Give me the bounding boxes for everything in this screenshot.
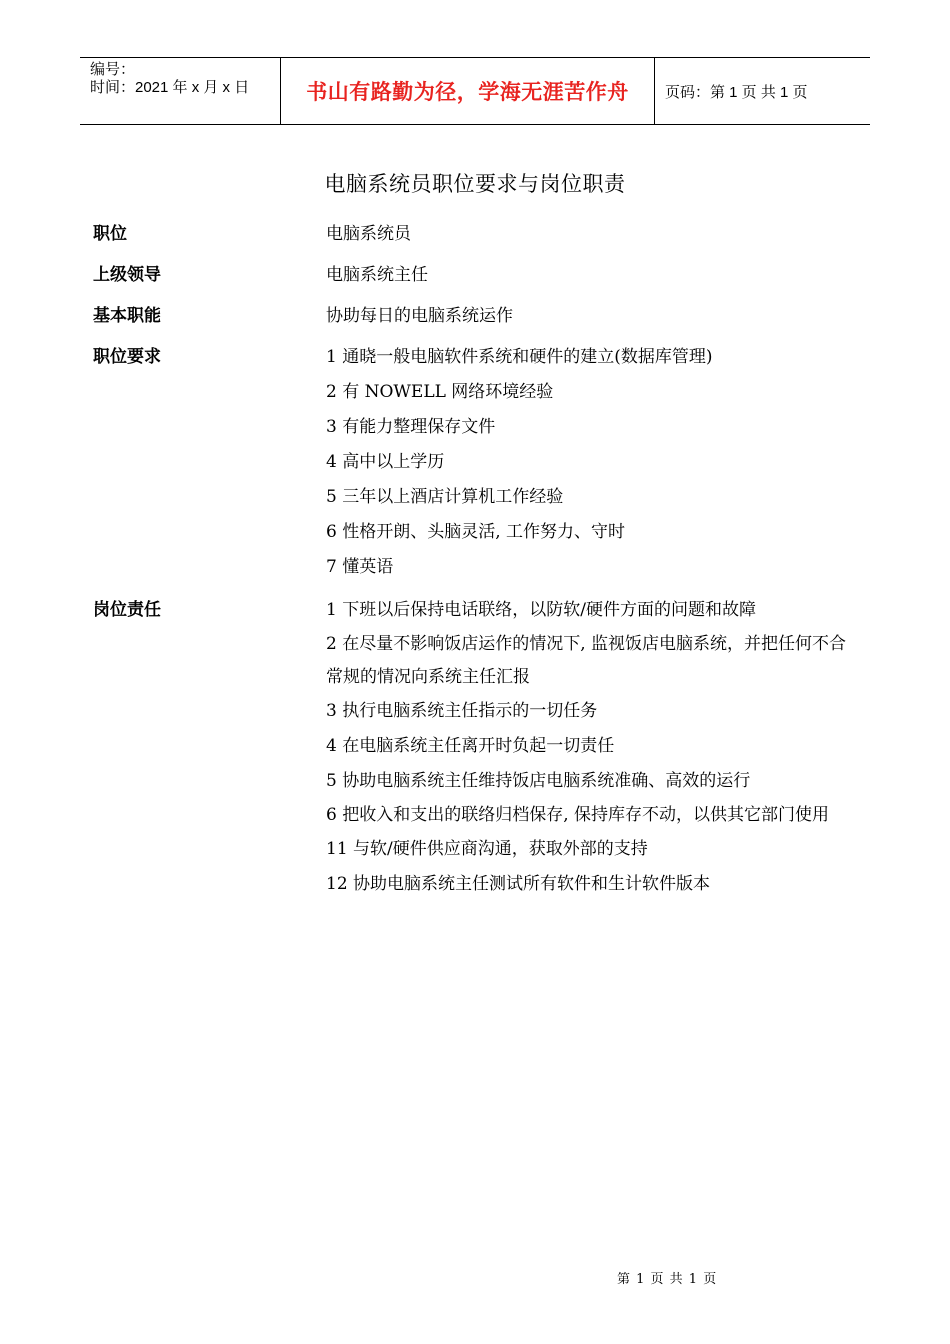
- list-item: 6 把收入和支出的联络归档保存, 保持库存不动，以供其它部门使用: [326, 805, 830, 825]
- duties-list: [326, 593, 858, 902]
- position-value: 电脑系统员: [326, 224, 411, 244]
- requirements-label: 职位要求: [93, 347, 161, 367]
- list-item: 4 在电脑系统主任离开时负起一切责任: [326, 736, 615, 756]
- list-item: 3 有能力整理保存文件: [326, 417, 496, 437]
- list-item: 12 协助电脑系统主任测试所有软件和生计软件版本: [326, 874, 711, 894]
- list-item: 2 在尽量不影响饭店运作的情况下, 监视饭店电脑系统，并把任何不合常规的情况向系统主任汇报: [326, 634, 847, 687]
- list-item: 6 性格开朗、头脑灵活, 工作努力、守时: [326, 522, 626, 542]
- header-page-cell: [655, 58, 870, 124]
- page-header: [80, 57, 870, 125]
- requirements-list: [326, 340, 858, 585]
- footer-page-number: 第 1 页 共 1 页: [617, 1272, 718, 1287]
- list-item: 2 有 NOWELL 网络环境经验: [326, 382, 554, 402]
- document-number: 编号：: [90, 61, 136, 78]
- list-item: 11 与软/硬件供应商沟通，获取外部的支持: [326, 839, 648, 859]
- function-label: 基本职能: [93, 306, 161, 326]
- header-motto: 书山有路勤为径，学海无涯苦作舟: [306, 79, 629, 104]
- document-date: 时间：2021 年 x 月 x 日: [90, 79, 250, 96]
- header-page-number: 页码：第 1 页 共 1 页: [665, 83, 808, 101]
- page-title: 电脑系统员职位要求与岗位职责: [324, 172, 626, 196]
- position-label: 职位: [93, 224, 127, 244]
- list-item: 4 高中以上学历: [326, 452, 445, 472]
- list-item: 7 懂英语: [326, 557, 394, 577]
- list-item: 1 通晓一般电脑软件系统和硬件的建立(数据库管理): [326, 347, 713, 367]
- function-value: 协助每日的电脑系统运作: [326, 306, 513, 326]
- list-item: 3 执行电脑系统主任指示的一切任务: [326, 701, 598, 721]
- list-item: 5 三年以上酒店计算机工作经验: [326, 487, 564, 507]
- duties-label: 岗位责任: [93, 600, 161, 620]
- superior-value: 电脑系统主任: [326, 265, 428, 285]
- list-item: 5 协助电脑系统主任维持饭店电脑系统准确、高效的运行: [326, 771, 751, 791]
- header-meta: [80, 58, 281, 124]
- list-item: 1 下班以后保持电话联络，以防软/硬件方面的问题和故障: [326, 600, 756, 620]
- superior-label: 上级领导: [93, 265, 161, 285]
- header-motto-cell: [281, 58, 655, 124]
